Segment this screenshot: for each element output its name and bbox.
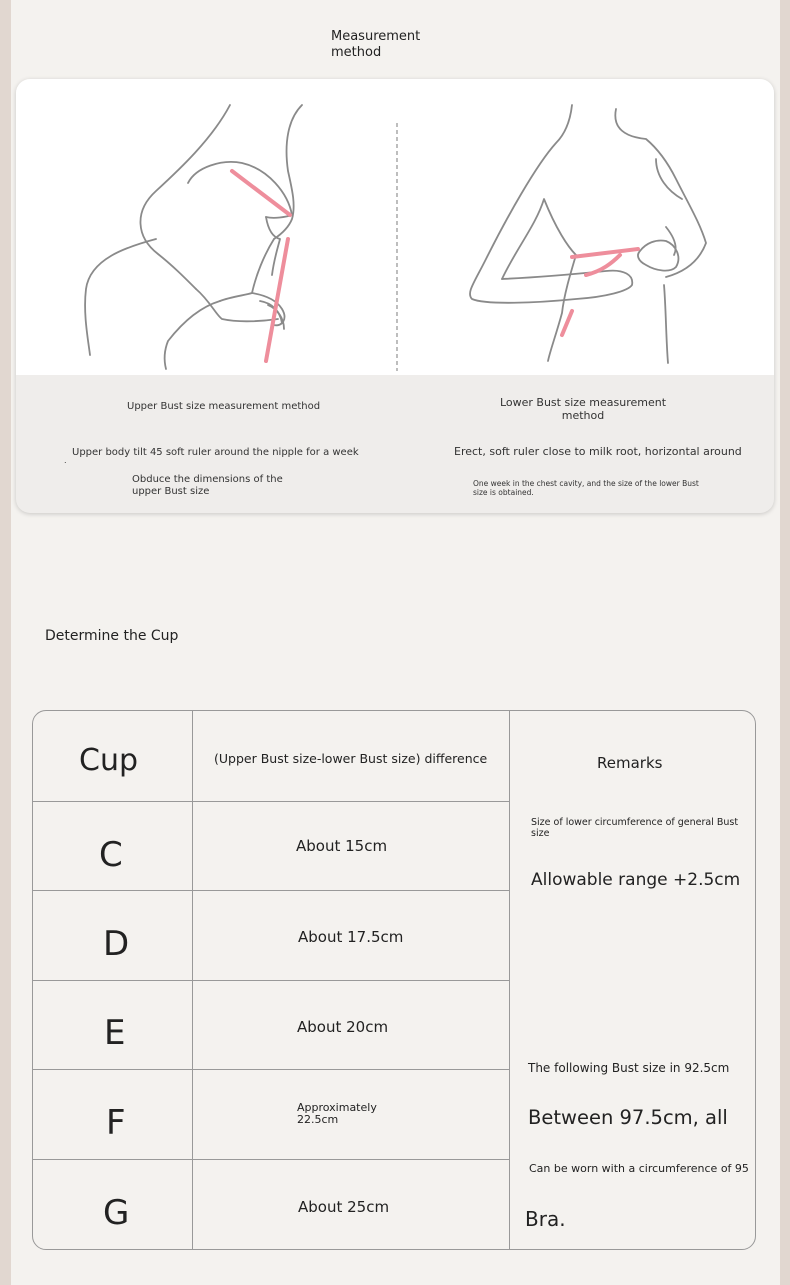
difference-c: About 15cm bbox=[296, 837, 388, 855]
remark-between: Between 97.5cm, all bbox=[528, 1106, 728, 1129]
upper-bust-heading: Upper Bust size measurement method bbox=[127, 401, 321, 412]
right-edge-strip bbox=[780, 0, 790, 1285]
lower-bust-line2: One week in the chest cavity, and the size of the lower Bust size is obtained. bbox=[473, 479, 699, 497]
measurement-illustrations bbox=[16, 79, 774, 375]
header-difference: (Upper Bust size-lower Bust size) difference bbox=[214, 751, 488, 766]
difference-f: Approximately 22.5cm bbox=[297, 1101, 377, 1126]
stray-dot: . bbox=[64, 456, 67, 465]
measurement-card bbox=[16, 79, 774, 513]
row-divider bbox=[33, 1069, 509, 1070]
cup-e: E bbox=[104, 1013, 126, 1053]
side-figure-outline bbox=[85, 105, 302, 369]
cup-size-table bbox=[32, 710, 756, 1250]
header-remarks: Remarks bbox=[597, 754, 663, 772]
row-divider bbox=[33, 1159, 509, 1160]
cup-c: C bbox=[99, 835, 123, 875]
remark-bra: Bra. bbox=[525, 1207, 566, 1231]
remark-can-be-worn: Can be worn with a circumference of 95 bbox=[529, 1162, 749, 1175]
lower-bust-heading: Lower Bust size measurement method bbox=[499, 396, 667, 422]
cup-f: F bbox=[106, 1103, 126, 1143]
upper-bust-line1: Upper body tilt 45 soft ruler around the nipple for a week bbox=[72, 447, 359, 458]
row-divider bbox=[33, 890, 509, 891]
remark-allowable-range: Allowable range +2.5cm bbox=[531, 870, 741, 890]
page-title: Measurement method bbox=[331, 29, 421, 60]
row-divider bbox=[33, 801, 509, 802]
figure-illustration bbox=[16, 79, 774, 375]
difference-d: About 17.5cm bbox=[298, 928, 404, 946]
left-edge-strip bbox=[0, 0, 11, 1285]
front-figure-outline bbox=[470, 105, 706, 363]
difference-e: About 20cm bbox=[297, 1018, 389, 1036]
remark-following-size: The following Bust size in 92.5cm bbox=[528, 1061, 730, 1075]
col-divider-2 bbox=[509, 711, 510, 1249]
upper-bust-line2: Obduce the dimensions of the upper Bust size bbox=[132, 474, 283, 497]
difference-g: About 25cm bbox=[298, 1198, 390, 1216]
header-cup: Cup bbox=[79, 743, 139, 778]
lower-bust-line1: Erect, soft ruler close to milk root, horizontal around bbox=[454, 445, 742, 458]
cup-g: G bbox=[103, 1193, 130, 1233]
remark-general-size: Size of lower circumference of general Bust size bbox=[531, 817, 739, 839]
cup-d: D bbox=[103, 924, 130, 964]
row-divider bbox=[33, 980, 509, 981]
section-title: Determine the Cup bbox=[45, 628, 179, 644]
